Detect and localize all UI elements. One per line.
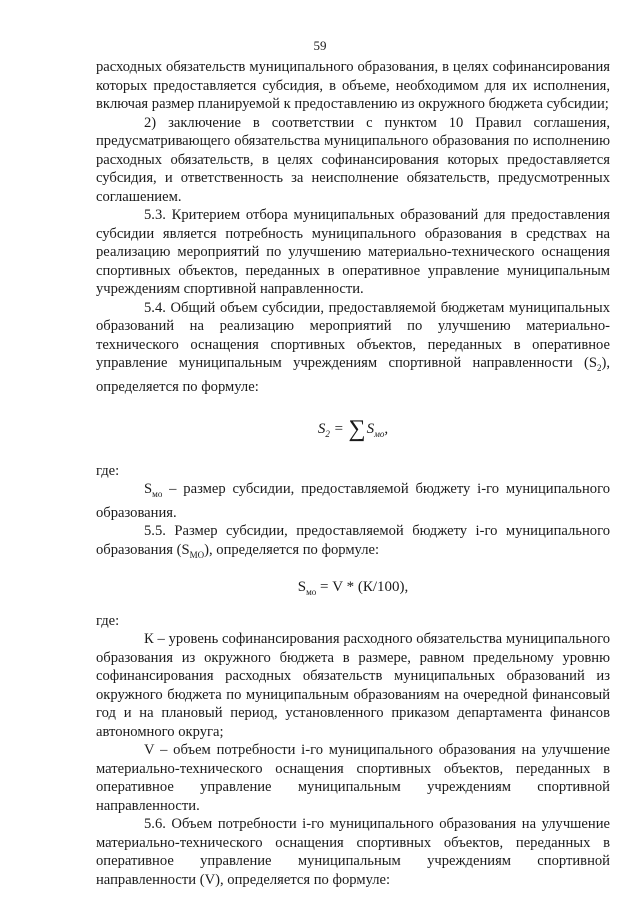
smo-definition-text: – размер субсидии, предоставляемой бюджету i-го муниципального образования. [96,481,610,521]
smo-subscript: мо [152,489,163,499]
formula-subsidy-size [96,578,610,602]
where-label-1: где: [96,462,120,479]
formula1-rhs-subscript: мо [374,429,385,439]
document-body [96,58,610,889]
formula-total-subsidy [96,406,610,454]
formula2-subscript: мо [306,587,317,597]
paragraph-agreement-condition: 2) заключение в соответствии с пунктом 10 Правил соглашения, предусматривающего обязательства муниципального образования по исполнению расходных обязательств, в целях софинансирования которых предоставляется субсидия, и ответственность за неисполнение обязательств, предусмотренных соглашением. [96,114,610,205]
paragraph-subsidy-size-end: ), определяется по формуле: [204,541,380,558]
paragraph-selection-criterion: 5.3. Критерием отбора муниципальных образований для предоставления субсидии является потребность муниципального образования в средствах на реализацию мероприятий по улучшению материально-технического оснащения спортивных объектов, переданных в оперативное управление муниципальным учреждениям спортивной направленности. [96,207,610,297]
paragraph-need-volume: 5.6. Объем потребности i-го муниципального образования на улучшение материально-технического оснащения спортивных объектов, переданных в оперативное управление муниципальным учреждениям спортивной направленности (V), определяется по формуле: [96,816,610,888]
paragraph-subsidy-size-text: 5.5. Размер субсидии, предоставляемой бюджету i-го муниципального образования (S [96,523,610,558]
paragraph-subsidy-size [96,522,610,564]
sum-symbol: ∑ [348,416,366,442]
paragraph-v-definition: V – объем потребности i-го муниципального образования на улучшение материально-технического оснащения спортивных объектов, переданных в оперативное управление муниципальным учреждениям спортивной направленности. [96,742,610,814]
smo-subscript-2: МО [189,549,205,560]
smo-symbol: S [144,481,153,497]
formula2-rest: = V * (К/100), [316,579,409,595]
paragraph-total-subsidy-text: 5.4. Общий объем субсидии, предоставляемой бюджетам муниципальных образований на реализацию мероприятий по улучшению материально-технического оснащения спортивных объектов, переданных в оперативное управление муниципальным учреждениям спортивной направленности (S [96,299,610,371]
paragraph-total-subsidy [96,299,610,397]
formula1-end: , [384,421,389,437]
paragraph-total-subsidy-end: ), определяется по формуле: [96,355,610,395]
paragraph-expenditure-obligations: расходных обязательств муниципального образования, в целях софинансирования которых предоставляется субсидия, в объеме, необходимом для их исполнения, включая размер планируемой к предоставлению из окружного бюджета субсидии; [96,59,610,112]
paragraph-smo-definition [96,480,610,522]
paragraph-k-definition: К – уровень софинансирования расходного обязательства муниципального образования из окружного бюджета в размере, равном предельному уровню софинансирования расходных обязательств муниципальных образований из окружного бюджета по муниципальным образованиям на очередной финансовый год и на плановый период, установленного приказом департамента финансов автономного округа; [96,631,610,740]
where-label-2: где: [96,612,120,629]
formula1-equals: = [329,421,348,437]
formula1-lhs-subscript: 2 [325,429,330,439]
formula1-lhs: S [317,421,326,437]
page-number: 59 [313,38,327,53]
formula1-rhs: S [366,421,375,437]
formula2-s: S [297,579,307,595]
s2-subscript: 2 [596,363,602,373]
